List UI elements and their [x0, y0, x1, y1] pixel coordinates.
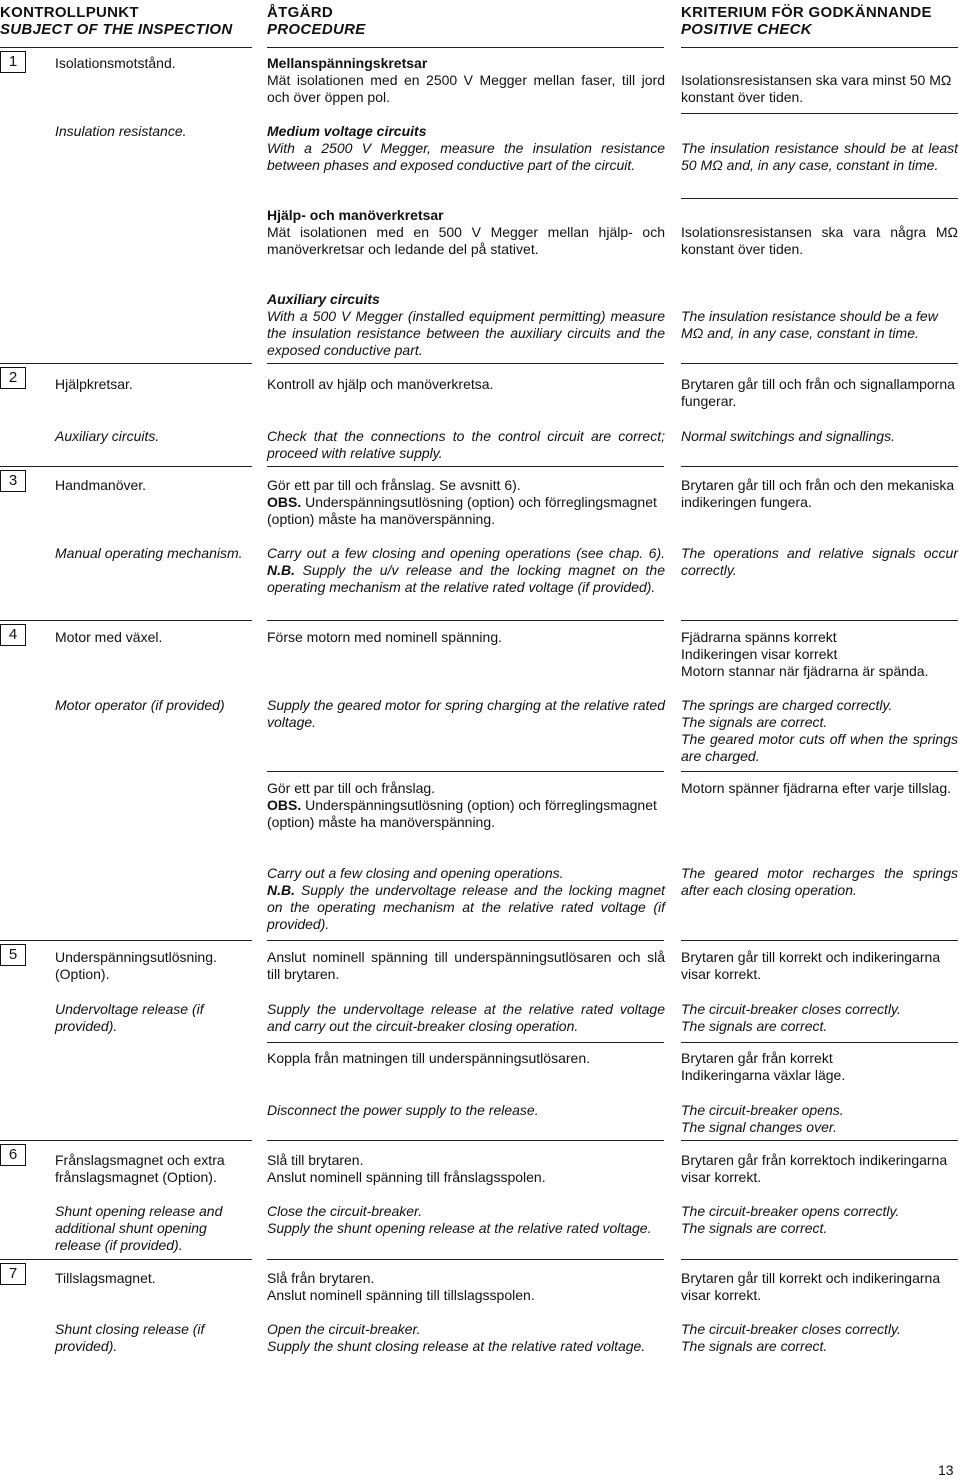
procedure-sv: Gör ett par till och frånslag. OBS. Underspänningsutlösning (option) och förreglingsmagnet (option) måste ha manöverspänning.	[267, 780, 657, 830]
divider	[0, 620, 252, 621]
procedure-en: With a 500 V Megger (installed equipment permitting) measure the insulation resistance between the auxiliary circuits and the exposed conductive part.	[267, 308, 665, 358]
subject-sv: Handmanöver.	[55, 477, 147, 493]
row-number: 4	[0, 624, 26, 646]
check-en: The circuit-breaker closes correctly. The signals are correct.	[681, 1321, 901, 1354]
divider	[681, 1042, 958, 1043]
divider	[0, 466, 252, 467]
procedure-sv: Slå från brytaren. Anslut nominell spänning till tillslagsspolen.	[267, 1270, 535, 1303]
subject-sv: Tillslagsmagnet.	[55, 1270, 156, 1286]
check-en: The springs are charged correctly. The signals are correct. The geared motor cuts off when the springs are charged.	[681, 697, 958, 764]
check-sv: Motorn spänner fjädrarna efter varje tillslag.	[681, 780, 952, 796]
procedure-en: Close the circuit-breaker. Supply the shunt opening release at the relative rated voltage.	[267, 1203, 652, 1236]
divider	[267, 363, 664, 364]
subject-en: Manual operating mechanism.	[55, 545, 243, 561]
header-procedure-sv: ÅTGÄRD	[267, 4, 333, 21]
divider	[267, 620, 664, 621]
check-en: The operations and relative signals occur correctly.	[681, 545, 958, 578]
check-en: The circuit-breaker opens correctly. The signals are correct.	[681, 1203, 900, 1236]
procedure-en: Open the circuit-breaker. Supply the shunt closing release at the relative rated voltage.	[267, 1321, 646, 1354]
subject-en: Auxiliary circuits.	[55, 428, 160, 444]
check-sv: Fjädrarna spänns korrekt Indikeringen visar korrekt Motorn stannar när fjädrarna är spända.	[681, 629, 929, 679]
divider	[681, 466, 958, 467]
divider	[681, 1259, 958, 1260]
subject-sv: Underspänningsutlösning. (Option).	[55, 949, 217, 982]
divider	[267, 1140, 664, 1141]
page-number: 13	[938, 1462, 954, 1478]
check-sv: Brytaren går till korrekt och indikeringarna visar korrekt.	[681, 1270, 941, 1303]
divider	[267, 771, 664, 772]
header-subject-en: SUBJECT OF THE INSPECTION	[0, 21, 233, 38]
subject-sv: Isolationsmotstånd.	[55, 55, 176, 71]
divider	[267, 1042, 664, 1043]
check-en: The circuit-breaker closes correctly. The signals are correct.	[681, 1001, 901, 1034]
check-en: The insulation resistance should be a few MΩ and, in any case, constant in time.	[681, 308, 938, 341]
procedure-en: Supply the undervoltage release at the relative rated voltage and carry out the circuit-breaker closing operation.	[267, 1001, 665, 1034]
divider	[267, 940, 664, 941]
check-sv: Brytaren går till korrekt och indikeringarna visar korrekt.	[681, 949, 941, 982]
divider	[681, 113, 958, 114]
divider	[681, 47, 958, 48]
divider	[0, 47, 252, 48]
check-sv: Isolationsresistansen ska vara några MΩ konstant över tiden.	[681, 224, 958, 257]
header-subject-sv: KONTROLLPUNKT	[0, 4, 139, 21]
check-en: Normal switchings and signallings.	[681, 428, 895, 444]
check-sv: Isolationsresistansen ska vara minst 50 MΩ konstant över tiden.	[681, 72, 952, 105]
check-sv: Brytaren går till och från och signallamporna fungerar.	[681, 376, 955, 409]
row-number: 5	[0, 944, 26, 966]
divider	[267, 47, 664, 48]
procedure-en: Check that the connections to the control circuit are correct; proceed with relative supply.	[267, 428, 665, 461]
check-en: The insulation resistance should be at least 50 MΩ and, in any case, constant in time.	[681, 140, 958, 173]
divider	[267, 466, 664, 467]
subject-sv: Hjälpkretsar.	[55, 376, 133, 392]
procedure-sv: Kontroll av hjälp och manöverkretsa.	[267, 376, 494, 392]
header-check-en: POSITIVE CHECK	[681, 21, 812, 38]
check-sv: Brytaren går från korrektoch indikeringarna visar korrekt.	[681, 1152, 948, 1185]
divider	[0, 1140, 252, 1141]
divider	[681, 363, 958, 364]
procedure-en: With a 2500 V Megger, measure the insulation resistance between phases and exposed conductive part of the circuit.	[267, 140, 665, 173]
procedure-en: Carry out a few closing and opening operations (see chap. 6). N.B. Supply the u/v release and the locking magnet on the operating mechanism at the relative rated voltage (if provided).	[267, 545, 665, 595]
subject-en: Shunt closing release (if provided).	[55, 1321, 205, 1354]
procedure-sv: Slå till brytaren. Anslut nominell spänning till frånslagsspolen.	[267, 1152, 546, 1185]
subject-sv: Frånslagsmagnet och extra frånslagsmagnet (Option).	[55, 1152, 225, 1185]
check-en: The circuit-breaker opens. The signal changes over.	[681, 1102, 844, 1135]
divider	[681, 940, 958, 941]
divider	[681, 1140, 958, 1141]
divider	[0, 1259, 252, 1260]
procedure-sv: Anslut nominell spänning till underspänningsutlösaren och slå till brytaren.	[267, 949, 665, 982]
divider	[681, 198, 958, 199]
check-sv: Brytaren går från korrekt Indikeringarna växlar läge.	[681, 1050, 846, 1083]
header-procedure-en: PROCEDURE	[267, 21, 366, 38]
divider	[681, 620, 958, 621]
procedure-title-sv: Mellanspänningskretsar	[267, 55, 428, 71]
procedure-sv: Mät isolationen med en 500 V Megger mellan hjälp- och manöverkretsar och ledande del på stativet.	[267, 224, 665, 257]
row-number: 6	[0, 1144, 26, 1166]
procedure-en: Supply the geared motor for spring charging at the relative rated voltage.	[267, 697, 665, 730]
procedure-en: Carry out a few closing and opening operations. N.B. Supply the undervoltage release and the locking magnet on the operating mechanism at the relative rated voltage (if provided).	[267, 865, 665, 932]
procedure-sv: Koppla från matningen till underspänningsutlösaren.	[267, 1050, 590, 1066]
procedure-sv: Mät isolationen med en 2500 V Megger mellan faser, till jord och över öppen pol.	[267, 72, 665, 105]
divider	[0, 940, 252, 941]
subject-en: Undervoltage release (if provided).	[55, 1001, 204, 1034]
row-number: 2	[0, 367, 26, 389]
row-number: 3	[0, 470, 26, 492]
header-check-sv: KRITERIUM FÖR GODKÄNNANDE	[681, 4, 932, 21]
subject-en: Shunt opening release and additional shunt opening release (if provided).	[55, 1203, 223, 1253]
row-number: 1	[0, 51, 26, 73]
procedure-title-sv: Hjälp- och manöverkretsar	[267, 207, 444, 223]
check-sv: Brytaren går till och från och den mekaniska indikeringen fungera.	[681, 477, 955, 510]
procedure-en: Disconnect the power supply to the release.	[267, 1102, 539, 1118]
procedure-sv: Förse motorn med nominell spänning.	[267, 629, 503, 645]
row-number: 7	[0, 1263, 26, 1285]
procedure-sv: Gör ett par till och frånslag. Se avsnitt 6). OBS. Underspänningsutlösning (option) och förreglingsmagnet (option) måste ha manöverspänning.	[267, 477, 657, 527]
divider	[681, 771, 958, 772]
divider	[0, 363, 252, 364]
divider	[267, 1259, 664, 1260]
procedure-title-en: Auxiliary circuits	[267, 291, 380, 307]
subject-sv: Motor med växel.	[55, 629, 163, 645]
subject-en: Insulation resistance.	[55, 123, 187, 139]
subject-en: Motor operator (if provided)	[55, 697, 225, 713]
procedure-title-en: Medium voltage circuits	[267, 123, 427, 139]
check-en: The geared motor recharges the springs after each closing operation.	[681, 865, 958, 898]
